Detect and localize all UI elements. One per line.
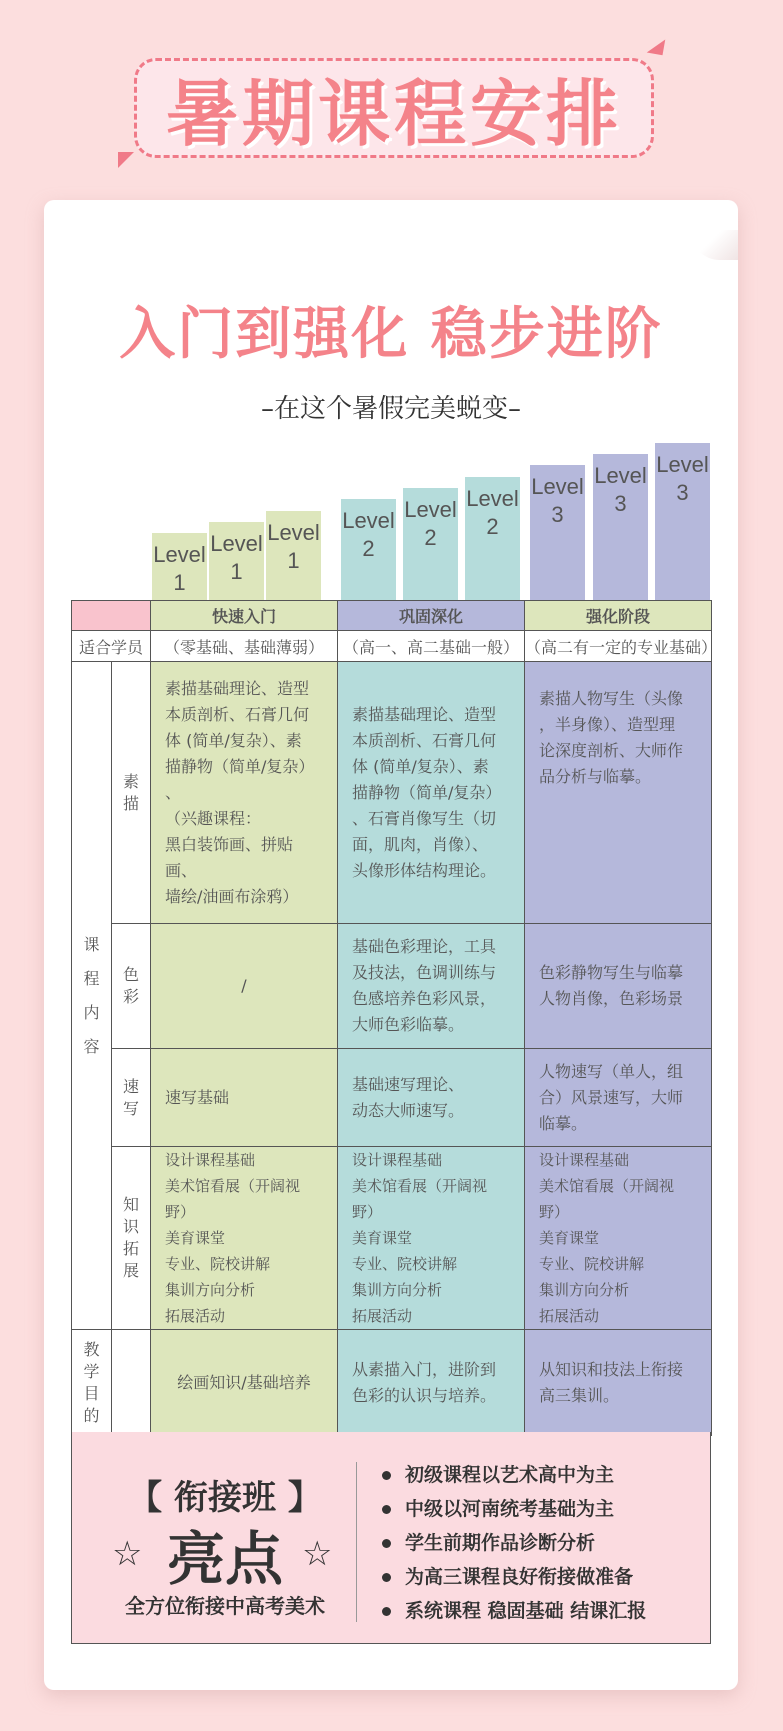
subline: –在这个暑假完美蜕变– xyxy=(260,394,521,424)
table-cell: 速写基础 xyxy=(151,1049,338,1147)
list-item-text: 初级课程以艺术高中为主 xyxy=(405,1464,615,1486)
level-number: 3 xyxy=(614,491,627,516)
banner-corner-bottom-left xyxy=(118,152,134,168)
level-bar-9 xyxy=(653,443,710,600)
list-item xyxy=(382,1560,646,1594)
star-icon: ☆ xyxy=(302,1534,333,1574)
level-number: 3 xyxy=(551,502,564,527)
level-label: Level xyxy=(404,497,457,522)
table-row-color xyxy=(72,924,712,1049)
level-number: 3 xyxy=(676,480,689,505)
level-number: 2 xyxy=(424,525,437,550)
bullet-icon xyxy=(382,1471,391,1480)
level-number: 1 xyxy=(287,548,300,573)
level-number: 1 xyxy=(173,570,186,595)
row-label: 知 识 拓 展 xyxy=(112,1147,151,1330)
level-bar-2 xyxy=(207,522,264,600)
purpose-label: 教 学 目 的 xyxy=(72,1330,112,1436)
table-cell: 素描人物写生（头像 ，半身像）、造型理 论深度剖析、大师作 品分析与临摹。 xyxy=(525,662,712,924)
highlight-title: 【 衔接班 】 xyxy=(128,1478,322,1518)
list-item-text: 系统课程 稳固基础 结课汇报 xyxy=(405,1600,647,1622)
level-bar-1 xyxy=(150,533,207,600)
list-item xyxy=(382,1594,646,1628)
purpose-cell: 从素描入门，进阶到 色彩的认识与培养。 xyxy=(338,1330,525,1436)
banner-title: 暑期课程安排 xyxy=(165,72,622,156)
level-label: Level xyxy=(267,520,320,545)
table-row-sketching xyxy=(72,1049,712,1147)
purpose-cell: 从知识和技法上衔接 高三集训。 xyxy=(525,1330,712,1436)
bullet-icon xyxy=(382,1505,391,1514)
highlight-divider xyxy=(356,1462,357,1622)
table-cell: 设计课程基础 美术馆看展（开阔视野） 美育课堂 专业、院校讲解 集训方向分析 拓展活动 xyxy=(151,1147,338,1330)
table-cell: 人物速写（单人，组 合）风景速写，大师 临摹。 xyxy=(525,1049,712,1147)
stage-header: 巩固深化 xyxy=(338,601,525,631)
level-number: 2 xyxy=(362,536,375,561)
level-label: Level xyxy=(342,508,395,533)
table-cell: 素描基础理论、造型 本质剖析、石膏几何 体 (简单/复杂）、素 描静物（简单/复杂） 、石膏肖像写生（切 面，肌肉，肖像）、 头像形体结构理论。 xyxy=(338,662,525,924)
bullet-icon xyxy=(382,1607,391,1616)
level-bar-7 xyxy=(528,465,585,600)
level-label: Level xyxy=(594,463,647,488)
suit-cell: （高一、高二基础一般） xyxy=(338,631,525,662)
list-item-text: 学生前期作品诊断分析 xyxy=(405,1532,596,1554)
level-label: Level xyxy=(656,452,709,477)
level-number: 2 xyxy=(486,514,499,539)
level-bar-8 xyxy=(591,454,648,600)
table-row-sketch xyxy=(72,662,712,924)
course-table xyxy=(71,600,718,1436)
stage-header-row xyxy=(72,601,712,631)
level-bar-6 xyxy=(463,477,520,600)
level-label: Level xyxy=(466,486,519,511)
level-bar-4 xyxy=(339,499,396,600)
row-label: 色 彩 xyxy=(112,924,151,1049)
bullet-icon xyxy=(382,1573,391,1582)
level-label: Level xyxy=(210,531,263,556)
table-cell: / xyxy=(151,924,338,1049)
table-cell: 素描基础理论、造型 本质剖析、石膏几何 体 (简单/复杂）、素 描静物（简单/复杂） 、 （兴趣课程： 黑白装饰画、拼贴画、 墙绘/油画布涂鸦） xyxy=(151,662,338,924)
list-item xyxy=(382,1526,646,1560)
suit-cell: （高二有一定的专业基础） xyxy=(525,631,712,662)
stage-header: 快速入门 xyxy=(151,601,338,631)
list-item-text: 为高三课程良好衔接做准备 xyxy=(405,1566,634,1588)
highlight-heading: 亮点 xyxy=(166,1525,283,1593)
purpose-cell: 绘画知识/基础培养 xyxy=(151,1330,338,1436)
table-cell: 设计课程基础 美术馆看展（开阔视野） 美育课堂 专业、院校讲解 集训方向分析 拓展活动 xyxy=(338,1147,525,1330)
suit-label: 适合学员 xyxy=(72,631,151,662)
bullet-icon xyxy=(382,1539,391,1548)
banner-corner-top-right xyxy=(647,37,666,56)
highlight-subtitle: 全方位衔接中高考美术 xyxy=(125,1594,325,1618)
table-cell: 基础色彩理论，工具 及技法，色调训练与 色感培养色彩风景， 大师色彩临摹。 xyxy=(338,924,525,1049)
table-cell: 色彩静物写生与临摹 人物肖像，色彩场景 xyxy=(525,924,712,1049)
table-row-purpose xyxy=(72,1330,712,1436)
star-icon: ☆ xyxy=(112,1534,143,1574)
highlight-list xyxy=(382,1458,646,1628)
headline: 入门到强化 稳步进阶 xyxy=(119,302,663,367)
table-cell: 基础速写理论、 动态大师速写。 xyxy=(338,1049,525,1147)
suit-cell: （零基础、基础薄弱） xyxy=(151,631,338,662)
stage-header: 强化阶段 xyxy=(525,601,712,631)
table-cell: 设计课程基础 美术馆看展（开阔视野） 美育课堂 专业、院校讲解 集训方向分析 拓展活动 xyxy=(525,1147,712,1330)
level-number: 1 xyxy=(230,559,243,584)
table-row-knowledge xyxy=(72,1147,712,1330)
level-label: Level xyxy=(531,474,584,499)
row-label: 速 写 xyxy=(112,1049,151,1147)
suit-row xyxy=(72,631,712,662)
level-bar-5 xyxy=(401,488,458,600)
row-label: 素 描 xyxy=(112,662,151,924)
header-corner xyxy=(72,601,151,631)
level-bar-3 xyxy=(264,511,321,600)
content-label: 课 程 内 容 xyxy=(72,662,112,1330)
list-item xyxy=(382,1458,646,1492)
list-item xyxy=(382,1492,646,1526)
level-label: Level xyxy=(153,542,206,567)
list-item-text: 中级以河南统考基础为主 xyxy=(405,1498,615,1520)
purpose-spacer xyxy=(112,1330,151,1436)
